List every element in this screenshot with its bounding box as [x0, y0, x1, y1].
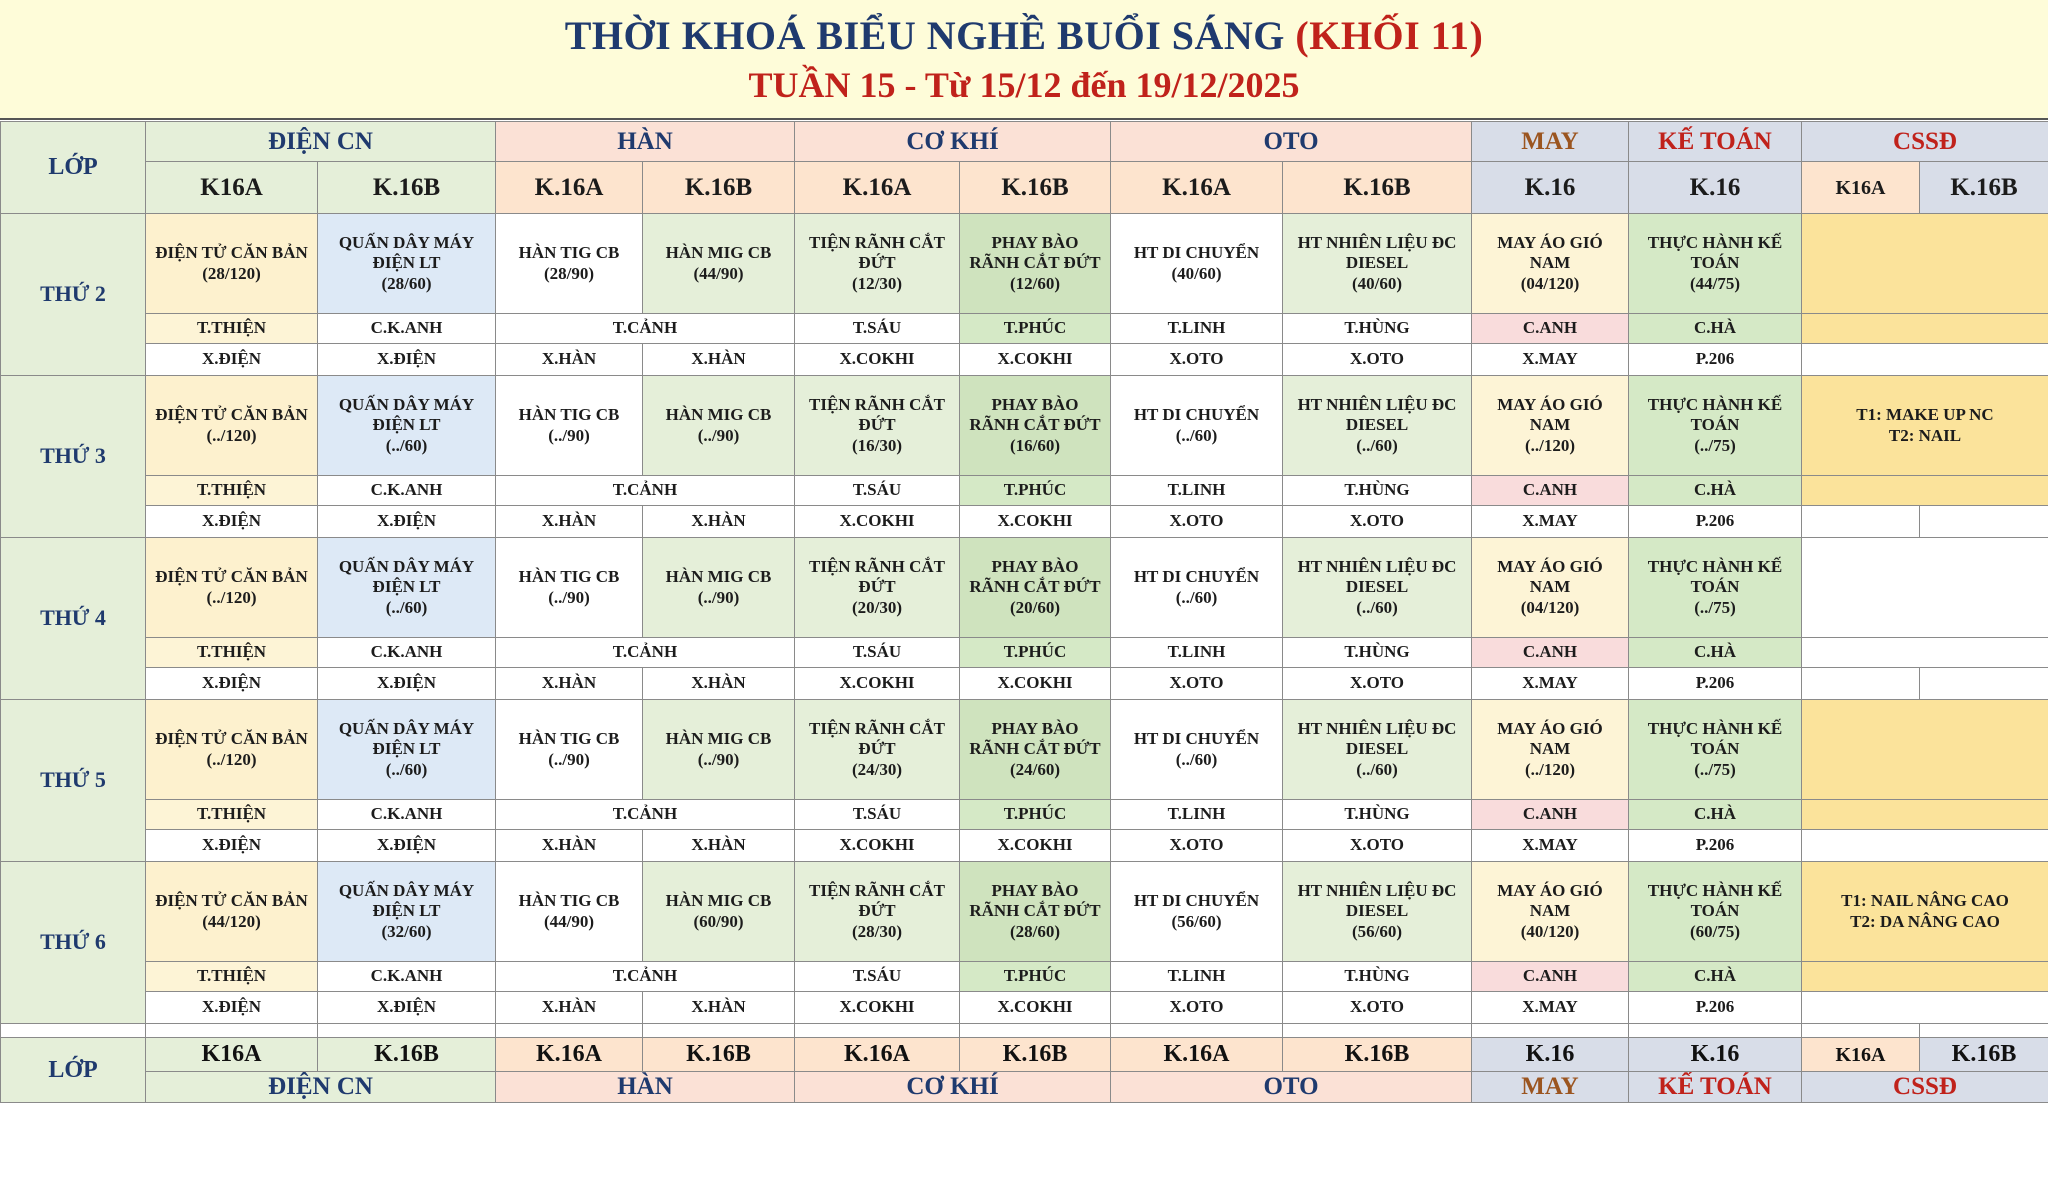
subject-cell: PHAY BÀO RÃNH CẮT ĐỨT (16/60): [960, 376, 1111, 476]
schedule-table: [0, 121, 2048, 1103]
room-cell: X.ĐIỆN: [318, 668, 496, 700]
subject-cell: HT NHIÊN LIỆU ĐC DIESEL (40/60): [1283, 214, 1472, 314]
spacer-cell: [960, 1024, 1111, 1038]
room-cell: P.206: [1629, 344, 1802, 376]
subject-cell: QUẤN DÂY MÁY ĐIỆN LT (../60): [318, 376, 496, 476]
teacher-cell: T.THIỆN: [146, 314, 318, 344]
room-cell: X.HÀN: [496, 344, 643, 376]
subject-cell: HÀN TIG CB (../90): [496, 700, 643, 800]
title-text: THỜI KHOÁ BIỂU NGHỀ BUỔI SÁNG: [564, 13, 1285, 58]
subject-cell: TIỆN RÃNH CẮT ĐỨT (12/30): [795, 214, 960, 314]
teacher-cell: T.PHÚC: [960, 800, 1111, 830]
page-title: [0, 12, 2048, 59]
group-header: OTO: [1111, 122, 1472, 162]
room-cell: P.206: [1629, 506, 1802, 538]
room-cell: X.HÀN: [496, 830, 643, 862]
group-header: OTO: [1111, 1072, 1472, 1103]
cssd-cell: [1802, 214, 2048, 314]
subject-cell: ĐIỆN TỬ CĂN BẢN (../120): [146, 538, 318, 638]
subject-cell: TIỆN RÃNH CẮT ĐỨT (24/30): [795, 700, 960, 800]
class-header: K.16: [1472, 162, 1629, 214]
room-cell: X.COKHI: [960, 506, 1111, 538]
room-row: [1, 992, 2048, 1024]
room-cell: X.MAY: [1472, 668, 1629, 700]
subject-cell: ĐIỆN TỬ CĂN BẢN (../120): [146, 700, 318, 800]
cssd-teacher-cell: [1802, 800, 2048, 830]
subject-cell: ĐIỆN TỬ CĂN BẢN (../120): [146, 376, 318, 476]
class-header: K.16B: [318, 1038, 496, 1072]
teacher-row: [1, 800, 2048, 830]
day-label: THỨ 4: [1, 538, 146, 700]
subject-cell: HÀN MIG CB (../90): [643, 538, 795, 638]
spacer-cell: [1920, 1024, 2048, 1038]
cssd-cell: T1: MAKE UP NC T2: NAIL: [1802, 376, 2048, 476]
room-cell: X.ĐIỆN: [318, 506, 496, 538]
class-header: K.16A: [496, 162, 643, 214]
room-cell: X.HÀN: [643, 506, 795, 538]
subject-cell: QUẤN DÂY MÁY ĐIỆN LT (28/60): [318, 214, 496, 314]
subject-cell: HÀN MIG CB (../90): [643, 376, 795, 476]
class-header: K.16B: [643, 162, 795, 214]
cssd-cell: [1802, 700, 2048, 800]
teacher-row: [1, 476, 2048, 506]
room-row: [1, 344, 2048, 376]
teacher-cell: C.HÀ: [1629, 800, 1802, 830]
room-cell: X.OTO: [1111, 344, 1283, 376]
subject-cell: HT DI CHUYỂN (40/60): [1111, 214, 1283, 314]
subject-cell: HT DI CHUYỂN (../60): [1111, 538, 1283, 638]
group-header: KẾ TOÁN: [1629, 1072, 1802, 1103]
subject-cell: HT NHIÊN LIỆU ĐC DIESEL (../60): [1283, 376, 1472, 476]
teacher-cell: T.CẢNH: [496, 476, 795, 506]
spacer-cell: [1629, 1024, 1802, 1038]
group-header: CSSĐ: [1802, 1072, 2048, 1103]
subject-cell: HT NHIÊN LIỆU ĐC DIESEL (../60): [1283, 700, 1472, 800]
group-header: MAY: [1472, 1072, 1629, 1103]
teacher-cell: C.ANH: [1472, 638, 1629, 668]
day-label: THỨ 3: [1, 376, 146, 538]
room-cell: X.COKHI: [795, 992, 960, 1024]
spacer-cell: [146, 1024, 318, 1038]
class-header: K.16A: [1111, 1038, 1283, 1072]
subject-cell: PHAY BÀO RÃNH CẮT ĐỨT (12/60): [960, 214, 1111, 314]
room-cell: X.HÀN: [496, 506, 643, 538]
teacher-cell: T.LINH: [1111, 476, 1283, 506]
subject-cell: HT DI CHUYỂN (../60): [1111, 376, 1283, 476]
teacher-cell: T.LINH: [1111, 962, 1283, 992]
room-cell: X.HÀN: [643, 344, 795, 376]
room-cell: X.OTO: [1283, 344, 1472, 376]
class-header: K.16B: [1920, 162, 2048, 214]
subject-cell: HÀN TIG CB (28/90): [496, 214, 643, 314]
class-header: K16A: [1802, 1038, 1920, 1072]
class-header: K.16B: [960, 162, 1111, 214]
room-row: [1, 830, 2048, 862]
group-header: CƠ KHÍ: [795, 1072, 1111, 1103]
subject-cell: HT DI CHUYỂN (../60): [1111, 700, 1283, 800]
teacher-cell: T.LINH: [1111, 800, 1283, 830]
room-cell: P.206: [1629, 668, 1802, 700]
group-header: HÀN: [496, 122, 795, 162]
teacher-cell: C.ANH: [1472, 314, 1629, 344]
teacher-cell: T.PHÚC: [960, 314, 1111, 344]
room-row: [1, 668, 2048, 700]
room-cell: X.ĐIỆN: [318, 992, 496, 1024]
teacher-cell: T.CẢNH: [496, 800, 795, 830]
subject-cell: HÀN MIG CB (../90): [643, 700, 795, 800]
subject-cell: QUẤN DÂY MÁY ĐIỆN LT (../60): [318, 538, 496, 638]
room-cell: X.ĐIỆN: [146, 992, 318, 1024]
cssd-teacher-cell: [1802, 476, 2048, 506]
class-header: K16A: [146, 1038, 318, 1072]
teacher-cell: T.CẢNH: [496, 314, 795, 344]
subject-cell: PHAY BÀO RÃNH CẮT ĐỨT (24/60): [960, 700, 1111, 800]
teacher-cell: T.SÁU: [795, 476, 960, 506]
teacher-cell: T.THIỆN: [146, 476, 318, 506]
room-cell: X.COKHI: [795, 506, 960, 538]
teacher-cell: T.SÁU: [795, 638, 960, 668]
room-cell: X.COKHI: [960, 344, 1111, 376]
subject-cell: HÀN MIG CB (44/90): [643, 214, 795, 314]
cssd-room-cell: [1802, 830, 2048, 862]
spacer-cell: [1283, 1024, 1472, 1038]
class-header: K.16B: [960, 1038, 1111, 1072]
subject-cell: TIỆN RÃNH CẮT ĐỨT (28/30): [795, 862, 960, 962]
room-cell: X.COKHI: [795, 668, 960, 700]
room-cell: X.HÀN: [643, 830, 795, 862]
teacher-cell: T.HÙNG: [1283, 476, 1472, 506]
room-cell: X.ĐIỆN: [318, 830, 496, 862]
class-header: K.16: [1472, 1038, 1629, 1072]
spacer-cell: [1111, 1024, 1283, 1038]
teacher-cell: C.K.ANH: [318, 638, 496, 668]
cssd-cell: [1802, 538, 2048, 638]
room-cell: X.OTO: [1111, 506, 1283, 538]
lop-label: LỚP: [1, 122, 146, 214]
teacher-cell: T.THIỆN: [146, 638, 318, 668]
spacer-cell: [318, 1024, 496, 1038]
subject-cell: HÀN TIG CB (44/90): [496, 862, 643, 962]
page-subtitle: TUẦN 15 - Từ 15/12 đến 19/12/2025: [748, 65, 1300, 105]
room-row: [1, 506, 2048, 538]
cssd-cell: T1: NAIL NÂNG CAO T2: DA NÂNG CAO: [1802, 862, 2048, 962]
spacer-cell: [1472, 1024, 1629, 1038]
teacher-cell: T.LINH: [1111, 314, 1283, 344]
room-cell: X.MAY: [1472, 344, 1629, 376]
teacher-cell: T.THIỆN: [146, 962, 318, 992]
subject-cell: THỰC HÀNH KẾ TOÁN (../75): [1629, 538, 1802, 638]
class-header: K.16A: [795, 1038, 960, 1072]
room-cell: X.OTO: [1283, 668, 1472, 700]
subject-cell: TIỆN RÃNH CẮT ĐỨT (16/30): [795, 376, 960, 476]
class-header: K.16B: [1283, 162, 1472, 214]
room-cell: X.COKHI: [795, 344, 960, 376]
subject-cell: HT NHIÊN LIỆU ĐC DIESEL (../60): [1283, 538, 1472, 638]
room-cell: X.COKHI: [795, 830, 960, 862]
room-cell: X.OTO: [1111, 992, 1283, 1024]
teacher-cell: T.HÙNG: [1283, 638, 1472, 668]
class-header: K16A: [146, 162, 318, 214]
teacher-cell: C.K.ANH: [318, 314, 496, 344]
day-label: THỨ 6: [1, 862, 146, 1024]
subject-cell: THỰC HÀNH KẾ TOÁN (60/75): [1629, 862, 1802, 962]
class-header: K.16: [1629, 162, 1802, 214]
spacer-cell: [1, 1024, 146, 1038]
class-header: K.16B: [643, 1038, 795, 1072]
teacher-row: [1, 962, 2048, 992]
subject-cell: MAY ÁO GIÓ NAM (../120): [1472, 376, 1629, 476]
room-cell: X.ĐIỆN: [146, 830, 318, 862]
cssd-room-cell: [1802, 668, 1920, 700]
footer-class-row: [1, 1038, 2048, 1072]
teacher-cell: C.ANH: [1472, 800, 1629, 830]
room-cell: P.206: [1629, 830, 1802, 862]
subject-cell: THỰC HÀNH KẾ TOÁN (44/75): [1629, 214, 1802, 314]
room-cell: X.COKHI: [960, 830, 1111, 862]
subject-cell: MAY ÁO GIÓ NAM (04/120): [1472, 214, 1629, 314]
subject-cell: QUẤN DÂY MÁY ĐIỆN LT (32/60): [318, 862, 496, 962]
subject-row: [1, 376, 2048, 476]
cssd-room-cell: [1802, 992, 2048, 1024]
teacher-cell: T.HÙNG: [1283, 962, 1472, 992]
teacher-cell: C.K.ANH: [318, 476, 496, 506]
cssd-room-cell: [1920, 506, 2048, 538]
spacer-cell: [643, 1024, 795, 1038]
group-header: KẾ TOÁN: [1629, 122, 1802, 162]
room-cell: X.OTO: [1111, 668, 1283, 700]
subject-cell: HÀN TIG CB (../90): [496, 538, 643, 638]
spacer-cell: [496, 1024, 643, 1038]
page-header: [0, 0, 2048, 120]
class-header: K.16: [1629, 1038, 1802, 1072]
class-header: K.16A: [1111, 162, 1283, 214]
class-header: K.16A: [795, 162, 960, 214]
subject-cell: ĐIỆN TỬ CĂN BẢN (44/120): [146, 862, 318, 962]
room-cell: X.ĐIỆN: [146, 668, 318, 700]
room-cell: X.ĐIỆN: [146, 344, 318, 376]
teacher-cell: T.SÁU: [795, 962, 960, 992]
subject-row: [1, 700, 2048, 800]
teacher-row: [1, 638, 2048, 668]
teacher-cell: C.K.ANH: [318, 800, 496, 830]
room-cell: X.OTO: [1111, 830, 1283, 862]
teacher-cell: C.HÀ: [1629, 314, 1802, 344]
subject-cell: ĐIỆN TỬ CĂN BẢN (28/120): [146, 214, 318, 314]
room-cell: X.MAY: [1472, 830, 1629, 862]
cssd-room-cell: [1920, 668, 2048, 700]
cssd-room-cell: [1802, 506, 1920, 538]
cssd-room-cell: [1802, 344, 2048, 376]
class-header: K16A: [1802, 162, 1920, 214]
cssd-teacher-cell: [1802, 638, 2048, 668]
teacher-cell: T.PHÚC: [960, 638, 1111, 668]
teacher-cell: C.ANH: [1472, 476, 1629, 506]
teacher-cell: C.HÀ: [1629, 962, 1802, 992]
subject-cell: HT NHIÊN LIỆU ĐC DIESEL (56/60): [1283, 862, 1472, 962]
teacher-cell: C.HÀ: [1629, 476, 1802, 506]
group-header: ĐIỆN CN: [146, 1072, 496, 1103]
subject-cell: MAY ÁO GIÓ NAM (04/120): [1472, 538, 1629, 638]
subject-cell: QUẤN DÂY MÁY ĐIỆN LT (../60): [318, 700, 496, 800]
group-header-row: [1, 122, 2048, 162]
group-header: HÀN: [496, 1072, 795, 1103]
footer-group-row: [1, 1072, 2048, 1103]
teacher-cell: C.HÀ: [1629, 638, 1802, 668]
subject-cell: PHAY BÀO RÃNH CẮT ĐỨT (20/60): [960, 538, 1111, 638]
class-header: K.16B: [1283, 1038, 1472, 1072]
class-header: K.16A: [496, 1038, 643, 1072]
subject-cell: THỰC HÀNH KẾ TOÁN (../75): [1629, 700, 1802, 800]
teacher-cell: T.THIỆN: [146, 800, 318, 830]
cssd-teacher-cell: [1802, 962, 2048, 992]
group-header: MAY: [1472, 122, 1629, 162]
teacher-cell: C.K.ANH: [318, 962, 496, 992]
cssd-teacher-cell: [1802, 314, 2048, 344]
lop-label: LỚP: [1, 1038, 146, 1103]
room-cell: X.OTO: [1283, 992, 1472, 1024]
group-header: CƠ KHÍ: [795, 122, 1111, 162]
class-header: K.16B: [318, 162, 496, 214]
teacher-cell: T.SÁU: [795, 314, 960, 344]
room-cell: P.206: [1629, 992, 1802, 1024]
room-cell: X.HÀN: [496, 992, 643, 1024]
subject-cell: HÀN MIG CB (60/90): [643, 862, 795, 962]
room-cell: X.COKHI: [960, 992, 1111, 1024]
room-cell: X.HÀN: [643, 992, 795, 1024]
room-cell: X.OTO: [1283, 506, 1472, 538]
subject-cell: HÀN TIG CB (../90): [496, 376, 643, 476]
subject-row: [1, 538, 2048, 638]
spacer-cell: [1802, 1024, 1920, 1038]
room-cell: X.HÀN: [643, 668, 795, 700]
teacher-cell: T.PHÚC: [960, 476, 1111, 506]
group-header: ĐIỆN CN: [146, 122, 496, 162]
room-cell: X.ĐIỆN: [146, 506, 318, 538]
subject-cell: MAY ÁO GIÓ NAM (../120): [1472, 700, 1629, 800]
subject-cell: HT DI CHUYỂN (56/60): [1111, 862, 1283, 962]
teacher-cell: T.HÙNG: [1283, 800, 1472, 830]
room-cell: X.ĐIỆN: [318, 344, 496, 376]
day-label: THỨ 2: [1, 214, 146, 376]
room-cell: X.MAY: [1472, 992, 1629, 1024]
teacher-cell: T.CẢNH: [496, 638, 795, 668]
room-cell: X.COKHI: [960, 668, 1111, 700]
subject-cell: TIỆN RÃNH CẮT ĐỨT (20/30): [795, 538, 960, 638]
teacher-cell: T.CẢNH: [496, 962, 795, 992]
teacher-cell: T.SÁU: [795, 800, 960, 830]
teacher-cell: T.LINH: [1111, 638, 1283, 668]
class-header-row: [1, 162, 2048, 214]
subject-row: [1, 214, 2048, 314]
teacher-cell: T.PHÚC: [960, 962, 1111, 992]
subject-row: [1, 862, 2048, 962]
subject-cell: THỰC HÀNH KẾ TOÁN (../75): [1629, 376, 1802, 476]
room-cell: X.HÀN: [496, 668, 643, 700]
subject-cell: PHAY BÀO RÃNH CẮT ĐỨT (28/60): [960, 862, 1111, 962]
group-header: CSSĐ: [1802, 122, 2048, 162]
subject-cell: MAY ÁO GIÓ NAM (40/120): [1472, 862, 1629, 962]
day-label: THỨ 5: [1, 700, 146, 862]
room-cell: X.OTO: [1283, 830, 1472, 862]
teacher-cell: T.HÙNG: [1283, 314, 1472, 344]
room-cell: X.MAY: [1472, 506, 1629, 538]
spacer-row: [1, 1024, 2048, 1038]
title-highlight: (KHỐI 11): [1295, 13, 1484, 58]
teacher-row: [1, 314, 2048, 344]
spacer-cell: [795, 1024, 960, 1038]
teacher-cell: C.ANH: [1472, 962, 1629, 992]
class-header: K.16B: [1920, 1038, 2048, 1072]
